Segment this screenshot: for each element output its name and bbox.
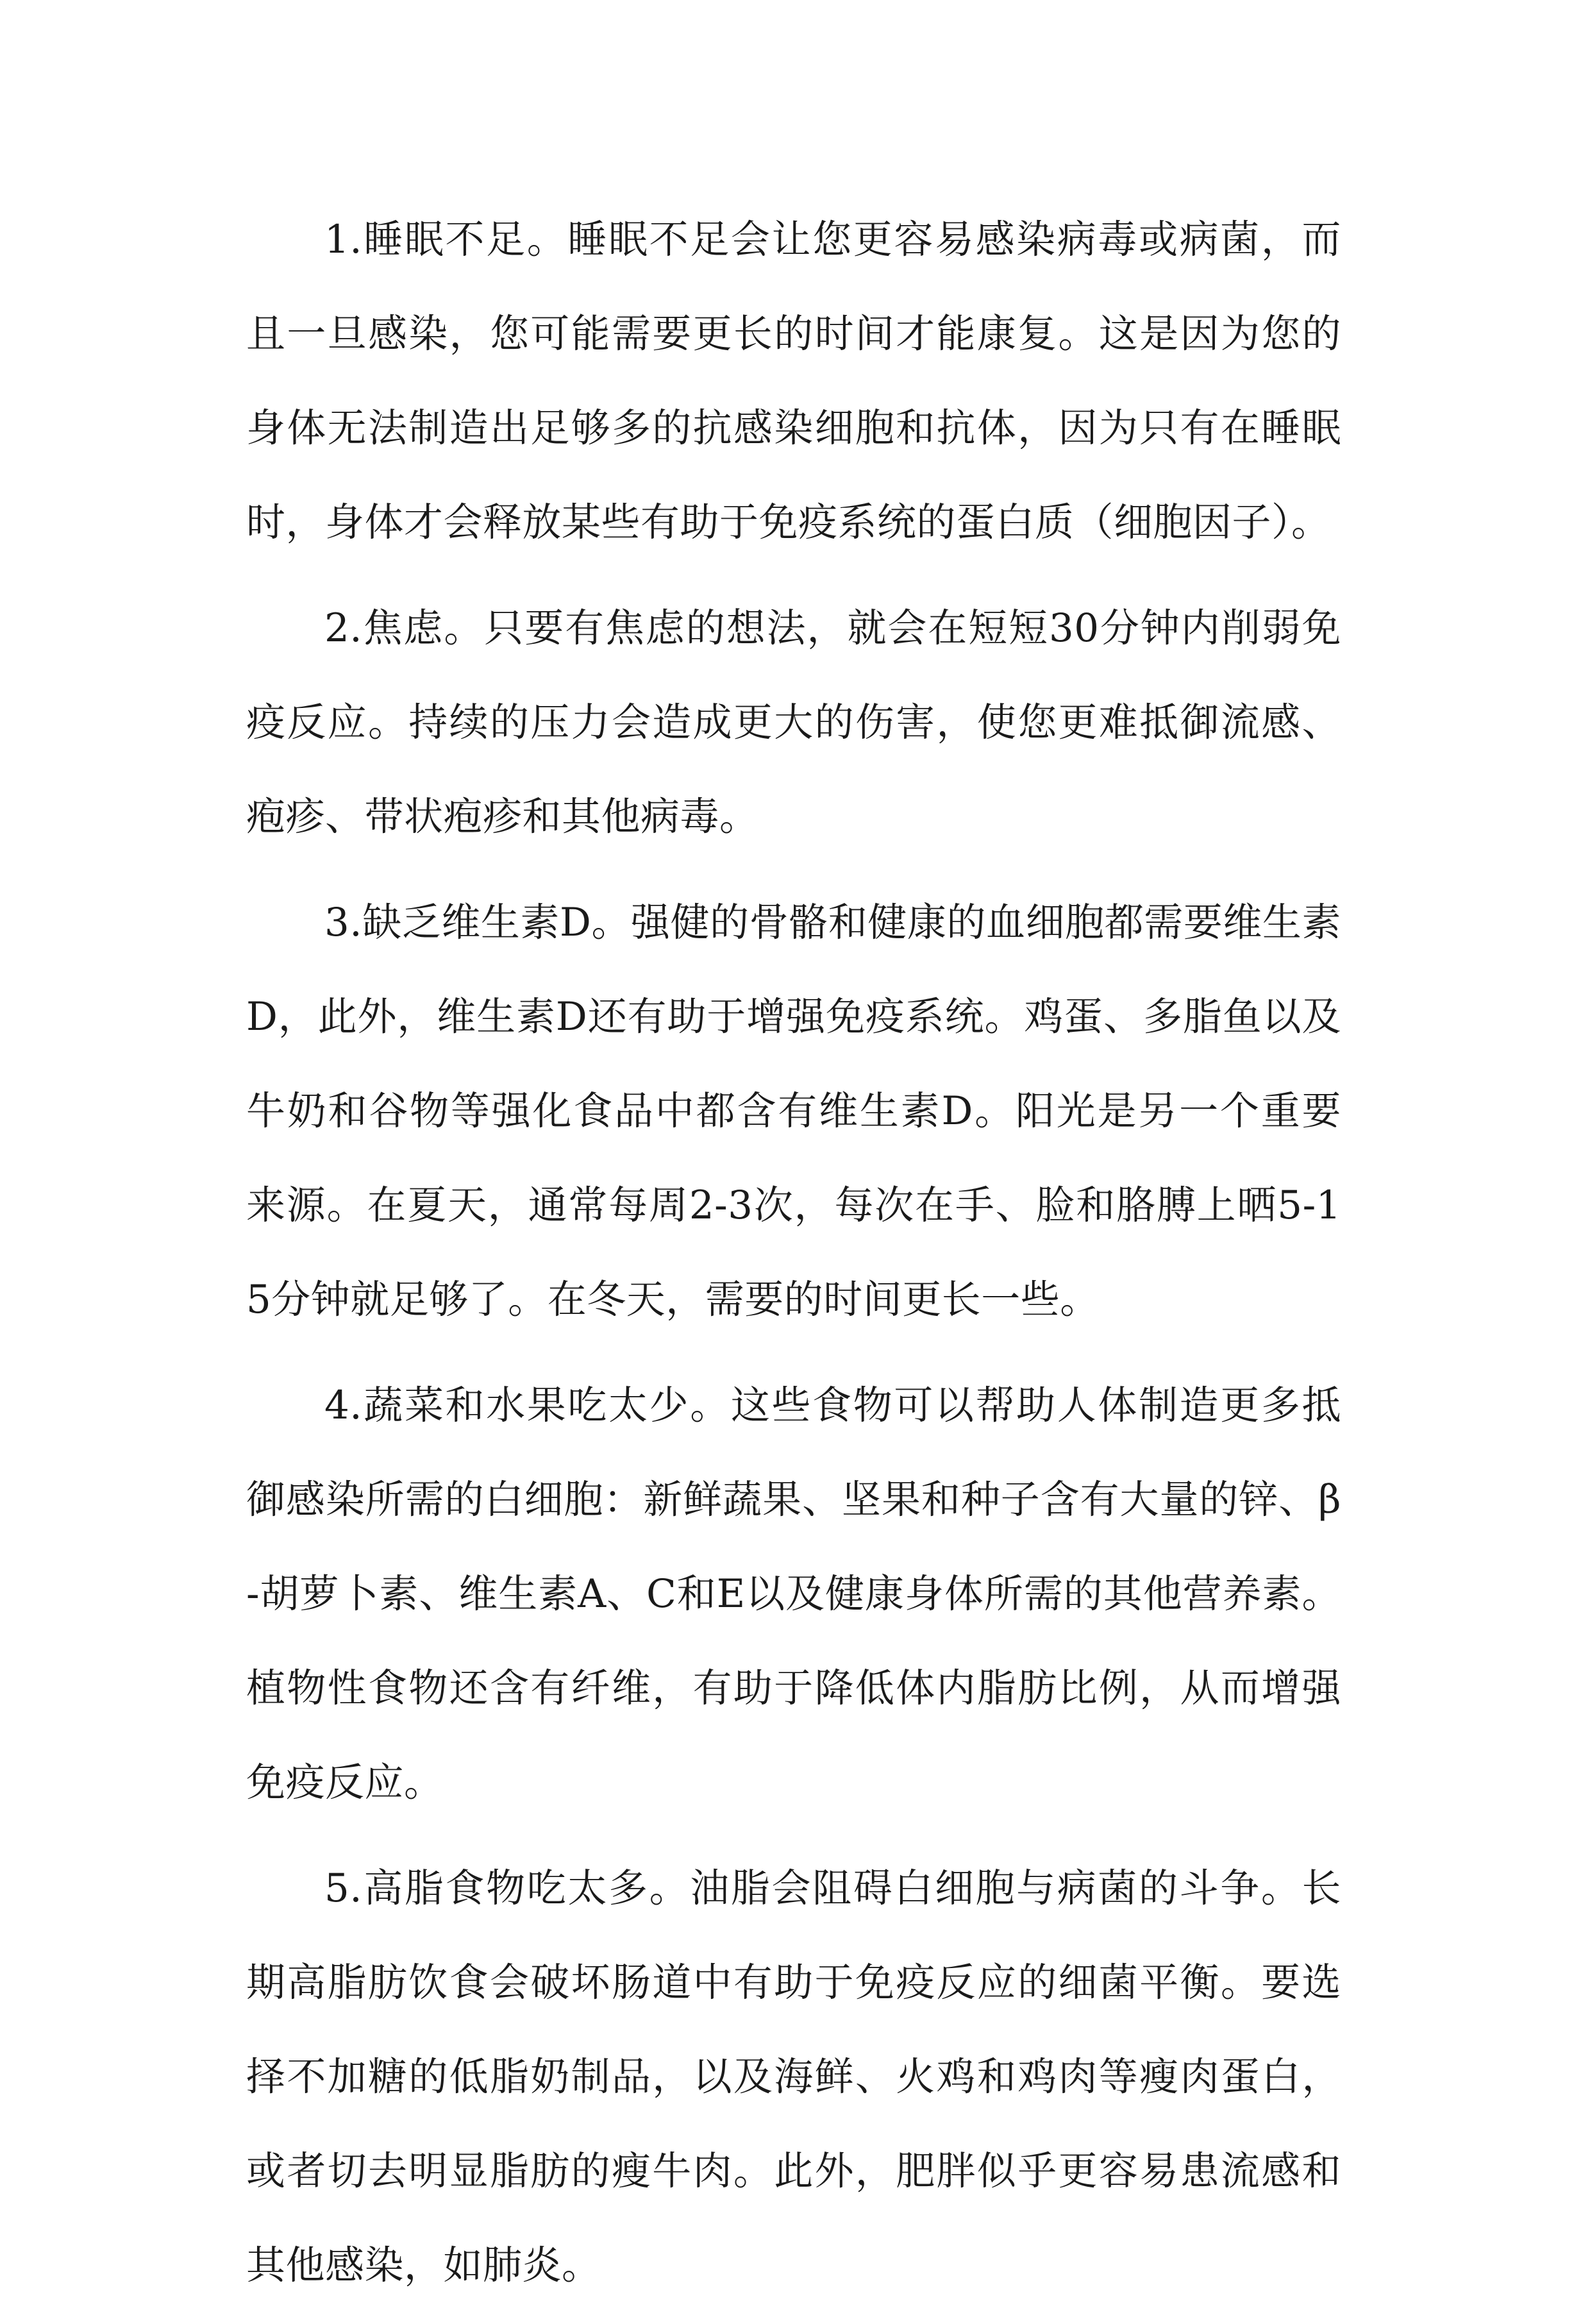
paragraph-anxiety: 2.焦虑。只要有焦虑的想法，就会在短短30分钟内削弱免疫反应。持续的压力会造成更大的伤害，使您更难抵御流感、疱疹、带状疱疹和其他病毒。 [246, 605, 1341, 839]
paragraph-vitamin-d: 3.缺乏维生素D。强健的骨骼和健康的血细胞都需要维生素D，此外，维生素D还有助于增强免疫系统。鸡蛋、多脂鱼以及牛奶和谷物等强化食品中都含有维生素D。阳光是另一个重要来源。在夏天，通常每周2-3次，每次在手、脸和胳膊上晒5-15分钟就足够了。在冬天，需要的时间更长一些。 [246, 900, 1341, 1322]
paragraph-vegetables-fruits: 4.蔬菜和水果吃太少。这些食物可以帮助人体制造更多抵御感染所需的白细胞：新鲜蔬果、坚果和种子含有大量的锌、β-胡萝卜素、维生素A、C和E以及健康身体所需的其他营养素。植物性食物还含有纤维，有助于降低体内脂肪比例，从而增强免疫反应。 [246, 1383, 1341, 1805]
document-body [246, 192, 1341, 2324]
paragraph-sleep: 1.睡眠不足。睡眠不足会让您更容易感染病毒或病菌，而且一旦感染，您可能需要更长的时间才能康复。这是因为您的身体无法制造出足够多的抗感染细胞和抗体，因为只有在睡眠时，身体才会释放某些有助于免疫系统的蛋白质（细胞因子）。 [246, 217, 1341, 545]
paragraph-high-fat-food: 5.高脂食物吃太多。油脂会阻碍白细胞与病菌的斗争。长期高脂肪饮食会破坏肠道中有助于免疫反应的细菌平衡。要选择不加糖的低脂奶制品，以及海鲜、火鸡和鸡肉等瘦肉蛋白，或者切去明显脂肪的瘦牛肉。此外，肥胖似乎更容易患流感和其他感染，如肺炎。 [246, 1865, 1341, 2288]
